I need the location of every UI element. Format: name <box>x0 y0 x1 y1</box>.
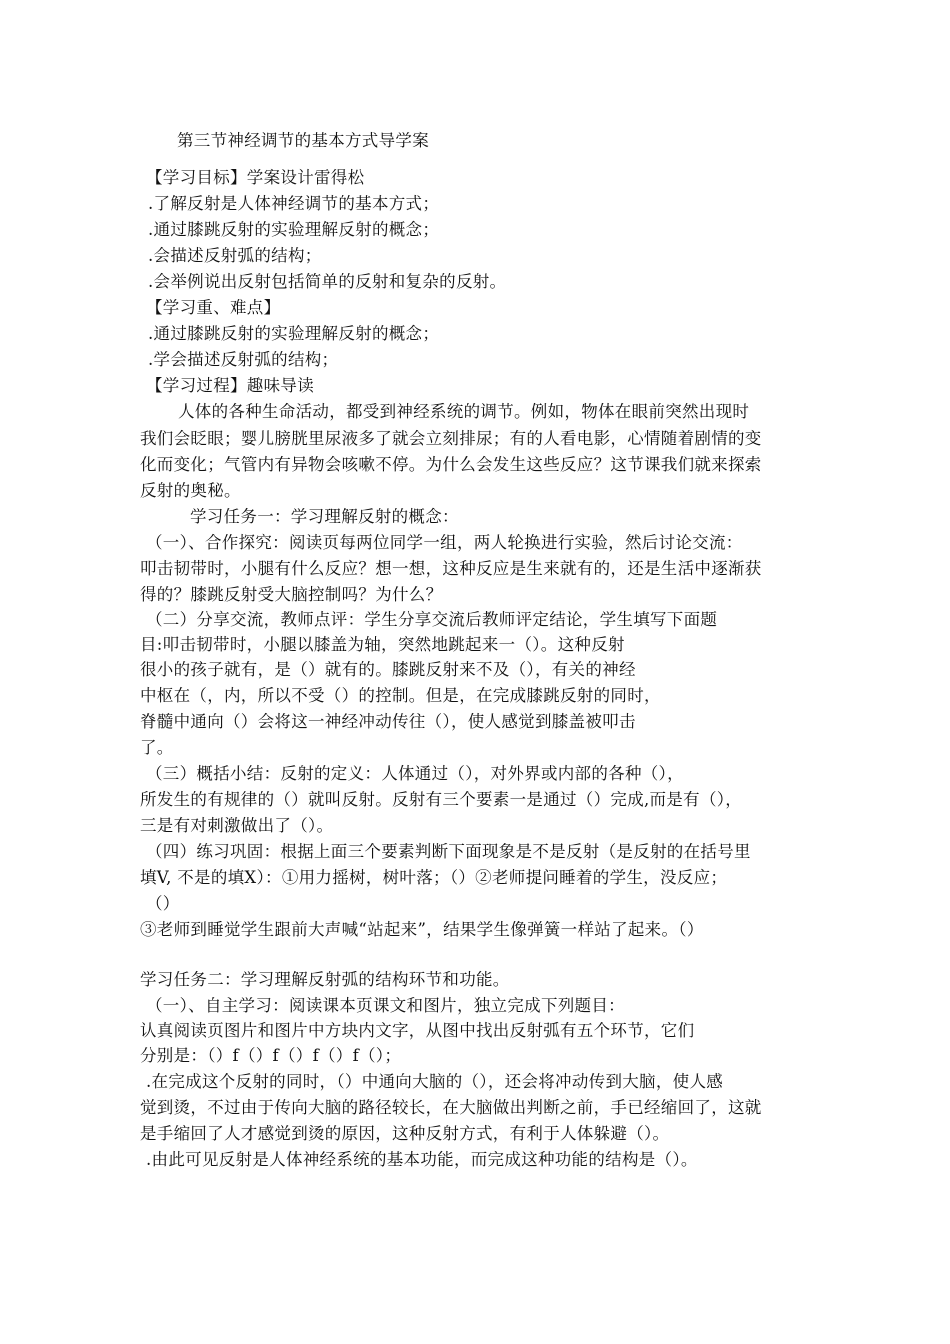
paragraph-line: 很小的孩子就有，是（）就有的。膝跳反射来不及（），有关的神经 <box>140 660 636 679</box>
paragraph-line: （） <box>146 894 180 913</box>
paragraph-line: 认真阅读页图片和图片中方块内文字，从图中找出反射弧有五个环节，它们 <box>140 1021 695 1040</box>
paragraph-line: 反射的奥秘。 <box>140 481 241 500</box>
paragraph-line: 化而变化；气管内有异物会咳嗽不停。为什么会发生这些反应？这节课我们就来探索 <box>140 455 762 474</box>
paragraph-line: 觉到烫，不过由于传向大脑的路径较长，在大脑做出判断之前，手已经缩回了，这就 <box>140 1098 762 1117</box>
paragraph-line: （四）练习巩固：根据上面三个要素判断下面现象是不是反射（是反射的在括号里 <box>146 842 751 861</box>
paragraph-line: .在完成这个反射的同时，（）中通向大脑的（），还会将冲动传到大脑，使人感 <box>146 1072 724 1091</box>
paragraph-line: 叩击韧带时，小腿有什么反应？想一想，这种反应是生来就有的，还是生活中逐渐获 <box>140 559 762 578</box>
section-heading: 【学习过程】趣味导读 <box>146 376 314 395</box>
paragraph-line: （二）分享交流，教师点评：学生分享交流后教师评定结论，学生填写下面题 <box>146 610 718 629</box>
paragraph-line: 得的？膝跳反射受大脑控制吗？为什么？ <box>140 585 443 604</box>
paragraph-line: 是手缩回了人才感觉到烫的原因，这种反射方式，有利于人体躲避（）。 <box>140 1124 670 1143</box>
list-item: .通过膝跳反射的实验理解反射的概念； <box>148 324 440 343</box>
section-heading: 【学习目标】学案设计雷得松 <box>146 168 365 187</box>
paragraph-line: .由此可见反射是人体神经系统的基本功能，而完成这种功能的结构是（）。 <box>146 1150 698 1169</box>
paragraph-line: 分别是：（）f（）f（）f（）f（）； <box>140 1046 402 1065</box>
document-title: 第三节神经调节的基本方式导学案 <box>177 131 429 150</box>
paragraph-line: 中枢在（，内，所以不受（）的控制。但是，在完成膝跳反射的同时， <box>140 686 661 705</box>
paragraph-line: （三）概括小结：反射的定义：人体通过（），对外界或内部的各种（）， <box>146 764 684 783</box>
paragraph-line: 我们会眨眼；婴儿膀胱里尿液多了就会立刻排尿；有的人看电影，心情随着剧情的变 <box>140 429 762 448</box>
paragraph-line: 所发生的有规律的（）就叫反射。反射有三个要素一是通过（）完成,而是有（）， <box>140 790 743 809</box>
list-item: .了解反射是人体神经调节的基本方式； <box>148 194 440 213</box>
paragraph-line: 三是有对刺激做出了（）。 <box>140 816 334 835</box>
list-item: .学会描述反射弧的结构； <box>148 350 339 369</box>
paragraph-line: 填V, 不是的填X）：①用力摇树，树叶落；（）②老师提问睡着的学生，没反应； <box>140 868 728 887</box>
paragraph-line: 了。 <box>140 738 174 757</box>
list-item: .会描述反射弧的结构； <box>148 246 322 265</box>
section-heading: 【学习重、难点】 <box>146 298 281 317</box>
list-item: .会举例说出反射包括简单的反射和复杂的反射。 <box>148 272 507 291</box>
list-item: .通过膝跳反射的实验理解反射的概念； <box>148 220 440 239</box>
paragraph-line: 人体的各种生命活动，都受到神经系统的调节。例如，物体在眼前突然出现时 <box>178 402 750 421</box>
task-heading: 学习任务二：学习理解反射弧的结构环节和功能。 <box>140 970 510 989</box>
paragraph-line: （一）、合作探究：阅读页每两位同学一组，两人轮换进行实验，然后讨论交流： <box>146 533 743 552</box>
paragraph-line: （一）、自主学习：阅读课本页课文和图片，独立完成下列题目： <box>146 996 625 1015</box>
paragraph-line: 目:叩击韧带时，小腿以膝盖为轴，突然地跳起来一（）。这种反射 <box>140 635 625 654</box>
paragraph-line: ③老师到睡觉学生跟前大声喊“站起来”，结果学生像弹簧一样站了起来。（） <box>140 920 704 939</box>
task-heading: 学习任务一：学习理解反射的概念： <box>190 507 459 526</box>
paragraph-line: 脊髓中通向（）会将这一神经冲动传往（），使人感觉到膝盖被叩击 <box>140 712 636 731</box>
